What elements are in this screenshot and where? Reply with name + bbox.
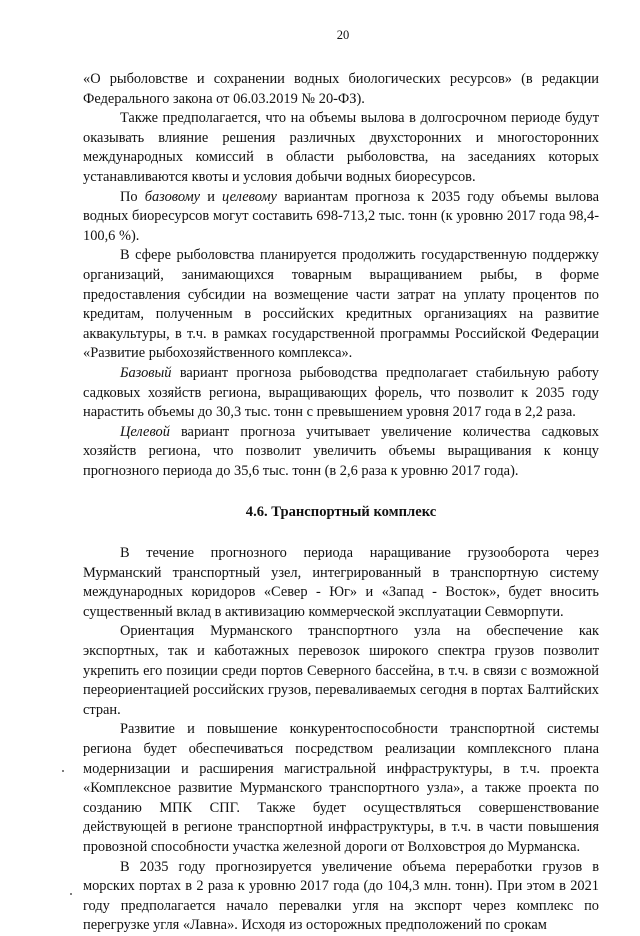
scan-speck [70, 893, 72, 895]
paragraph-law-reference: «О рыболовстве и сохранении водных биологических ресурсов» (в редакции Федерального закона от 06.03.2019 № 20-ФЗ). [83, 71, 599, 107]
scan-speck [62, 770, 64, 772]
emphasis-base: базовому [144, 188, 201, 205]
page-number: 20 [336, 28, 350, 42]
text-run: По [120, 188, 145, 205]
paragraph-transport-competitiveness: Развитие и повышение конкурентоспособности транспортной системы региона будет обеспечиваться посредством реализации комплексного плана модернизации и расширения магистральной инфраструктуры, в т.ч. проекта «Комплексное развитие Мурманского транспортного узла», а также проекта по созданию МПК СПГ. Также будет осуществляться совершенствование действующей в регионе транспортной инфраструктуры, в т.ч. в части повышения провозной способности участка железной дороги от Волховстроя до Мурманска. [83, 721, 599, 855]
emphasis-target-variant: Целевой [120, 423, 170, 440]
paragraph-port-cargo-forecast: В 2035 году прогнозируется увеличение объема переработки грузов в морских портах в 2 раза к уровню 2017 года (до 104,3 млн. тонн). При этом в 2021 году предполагается начало перевалки угля на экспорт через комплекс по перегрузке угля «Лавна». Исходя из осторожных предположений по срокам [83, 858, 599, 934]
emphasis-base-variant: Базовый [120, 364, 172, 381]
text-run: и [200, 188, 223, 205]
paragraph-international-commissions: Также предполагается, что на объемы вылова в долгосрочном периоде будут оказывать влияние решения различных двухсторонних и многосторонних международных комиссий в области рыболовства, на заседаниях которых устанавливаются квоты и условия добычи водных биоресурсов. [83, 110, 599, 185]
paragraph-target-variant [83, 423, 599, 482]
text-run: вариант прогноза рыбоводства предполагает стабильную работу садковых хозяйств региона, выращивающих форель, что позволит к 2035 году нарастить объемы до 30,3 тыс. тонн с превышением уровня 2017 года в 2,2 раза. [83, 364, 599, 421]
paragraph-base-variant [83, 364, 599, 423]
paragraph-cargo-turnover: В течение прогнозного периода наращивание грузооборота через Мурманский транспортный узел, интегрированный в транспортную систему международных коридоров «Север - Юг» и «Запад - Восток», будет вносить существенный вклад в активизацию коммерческой эксплуатации Севморпути. [83, 545, 599, 620]
section-heading: 4.6. Транспортный комплекс [245, 504, 437, 521]
paragraph-transport-hub-orientation: Ориентация Мурманского транспортного узла на обеспечение как экспортных, так и каботажных перевозок широкого спектра грузов позволит укрепить его позиции среди портов Северного бассейна, в т.ч. в связи с возможной переориентацией российских грузов, переваливаемых сегодня в портах Балтийских стран. [83, 623, 599, 718]
paragraph-catch-forecast [83, 188, 599, 247]
text-run: вариантам прогноза к 2035 году объемы вылова водных биоресурсов могут составить 698-713,2 тыс. тонн (к уровню 2017 года 98,4-100,6 %). [83, 188, 600, 244]
paragraph-fish-farming-support: В сфере рыболовства планируется продолжить государственную поддержку организаций, занимающихся товарным выращиванием рыбы, в форме предоставления субсидии на возмещение части затрат на уплату процентов по кредитам, полученным в российских кредитных организациях на развитие аквакультуры, в т.ч. в рамках государственной программы Российской Федерации «Развитие рыбохозяйственного комплекса». [83, 247, 599, 362]
emphasis-target: целевому [222, 188, 277, 205]
text-run: вариант прогноза учитывает увеличение количества садковых хозяйств региона, что позволит увеличить объемы выращивания к концу прогнозного периода до 35,6 тыс. тонн (в 2,6 раза к уровню 2017 года). [83, 423, 599, 479]
